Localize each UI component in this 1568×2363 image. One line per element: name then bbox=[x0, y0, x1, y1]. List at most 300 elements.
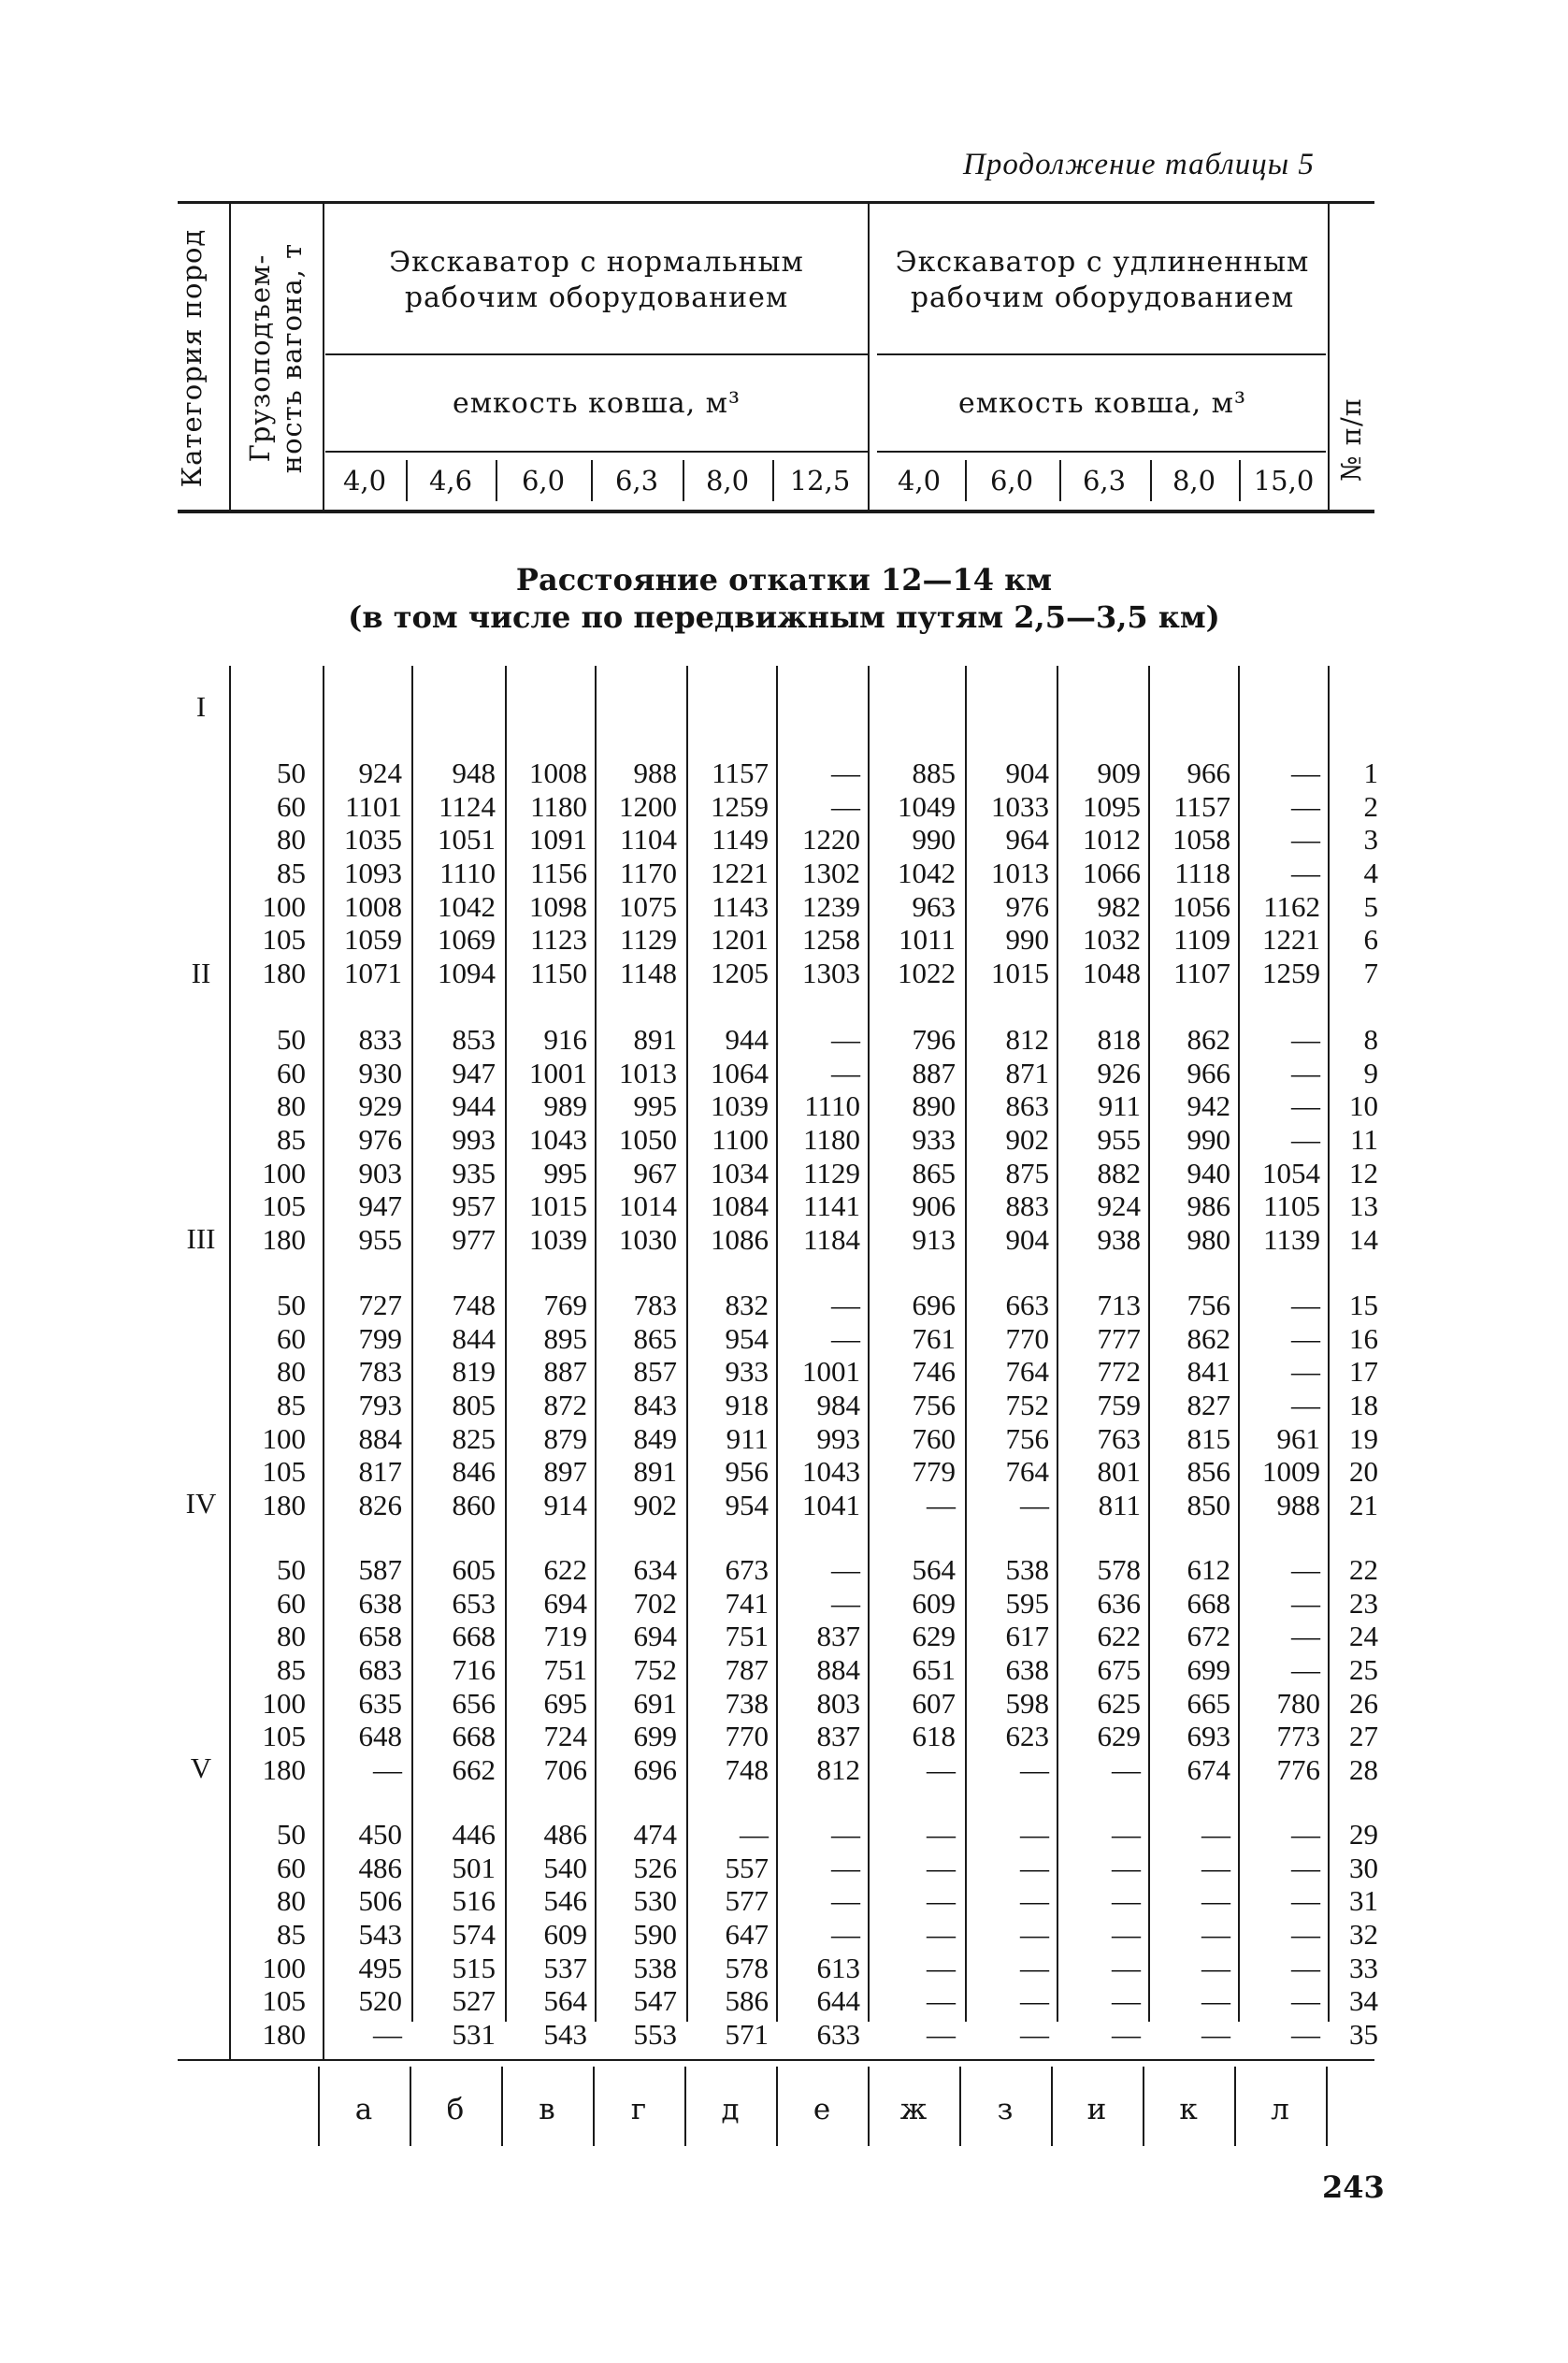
cell: 819 bbox=[452, 1355, 496, 1389]
cell: 1303 bbox=[802, 956, 860, 989]
cell: 665 bbox=[1187, 1686, 1230, 1720]
cell: 1008 bbox=[529, 756, 587, 790]
cell: 85 bbox=[277, 1388, 306, 1421]
cell: 486 bbox=[358, 1851, 402, 1884]
cell: 982 bbox=[1097, 889, 1141, 923]
bucket-size: 4,0 bbox=[897, 465, 942, 497]
footer-divider bbox=[1051, 2067, 1053, 2146]
cell: — bbox=[1291, 823, 1320, 857]
cell: 976 bbox=[358, 1122, 402, 1156]
cell: 989 bbox=[543, 1089, 587, 1123]
cell: 625 bbox=[1097, 1686, 1141, 1720]
cell: 658 bbox=[358, 1620, 402, 1653]
cell: 986 bbox=[1187, 1189, 1230, 1223]
cell: 180 bbox=[262, 956, 306, 989]
cell: 801 bbox=[1097, 1455, 1141, 1489]
cell: — bbox=[927, 1984, 956, 2018]
cell: 956 bbox=[725, 1455, 769, 1489]
cell: 629 bbox=[912, 1620, 956, 1653]
cell: 856 bbox=[1187, 1455, 1230, 1489]
cell: — bbox=[1112, 1851, 1141, 1884]
cell: 1258 bbox=[802, 923, 860, 957]
cell: 964 bbox=[1005, 823, 1049, 857]
body-divider bbox=[686, 666, 688, 2022]
cell: 746 bbox=[912, 1355, 956, 1389]
cell: — bbox=[831, 1818, 860, 1851]
cell: 1013 bbox=[619, 1056, 677, 1089]
cell: 547 bbox=[633, 1984, 677, 2018]
cell: 1100 bbox=[712, 1122, 769, 1156]
data-column-a bbox=[327, 1751, 402, 2118]
cell: 80 bbox=[277, 823, 306, 857]
cell: 25 bbox=[1349, 1652, 1378, 1686]
cell: 1110 bbox=[804, 1089, 860, 1123]
cell: 590 bbox=[633, 1917, 677, 1951]
cell: 668 bbox=[1187, 1586, 1230, 1620]
cell: 853 bbox=[452, 1023, 496, 1057]
cell: 850 bbox=[1187, 1488, 1230, 1521]
cell: 1039 bbox=[711, 1089, 769, 1123]
cell: 832 bbox=[725, 1289, 769, 1322]
group-extended-line-2: рабочим оборудованием bbox=[910, 281, 1295, 314]
cell: 586 bbox=[725, 1984, 769, 2018]
cell: 501 bbox=[452, 1851, 496, 1884]
cell: — bbox=[1291, 1553, 1320, 1587]
cell: 967 bbox=[633, 1156, 677, 1189]
column-letter: и bbox=[1086, 2093, 1107, 2126]
cell: 1105 bbox=[1263, 1189, 1320, 1223]
cell: — bbox=[831, 789, 860, 823]
cell: 32 bbox=[1349, 1917, 1378, 1951]
cell: 675 bbox=[1097, 1652, 1141, 1686]
cell: 638 bbox=[1005, 1652, 1049, 1686]
cell: 1042 bbox=[898, 856, 956, 889]
cell: 926 bbox=[1097, 1056, 1141, 1089]
cell: 841 bbox=[1187, 1355, 1230, 1389]
cell: 683 bbox=[358, 1652, 402, 1686]
column-letter: е bbox=[813, 2093, 831, 2126]
cell: 1008 bbox=[344, 889, 402, 923]
cell: — bbox=[831, 1851, 860, 1884]
cell: — bbox=[831, 1553, 860, 1587]
header-bottom-rule bbox=[178, 510, 1374, 513]
cell: 668 bbox=[452, 1720, 496, 1753]
cell: — bbox=[1291, 2017, 1320, 2051]
cell: 955 bbox=[1097, 1122, 1141, 1156]
cell: 827 bbox=[1187, 1388, 1230, 1421]
cell: 783 bbox=[358, 1355, 402, 1389]
bucket-divider bbox=[406, 460, 408, 501]
cell: 543 bbox=[543, 2017, 587, 2051]
cell: 50 bbox=[277, 1553, 306, 1587]
cell: 26 bbox=[1349, 1686, 1378, 1720]
cell: 727 bbox=[358, 1289, 402, 1322]
cell: 543 bbox=[358, 1917, 402, 1951]
cell: — bbox=[1020, 1951, 1049, 1984]
cell: — bbox=[1291, 756, 1320, 790]
page-number: 243 bbox=[1322, 2169, 1385, 2205]
cell: 770 bbox=[1005, 1321, 1049, 1355]
cell: 34 bbox=[1349, 1984, 1378, 2018]
cell: 623 bbox=[1005, 1720, 1049, 1753]
data-column-k bbox=[1152, 1751, 1230, 2118]
cell: 618 bbox=[912, 1720, 956, 1753]
cell: — bbox=[927, 1818, 956, 1851]
cell: 903 bbox=[358, 1156, 402, 1189]
cell: 812 bbox=[816, 1752, 860, 1786]
cell: 180 bbox=[262, 1488, 306, 1521]
cell: 21 bbox=[1349, 1488, 1378, 1521]
footer-divider bbox=[501, 2067, 503, 2146]
section-title-line-1: Расстояние откатки 12—14 км bbox=[515, 562, 1053, 598]
cell: 446 bbox=[452, 1818, 496, 1851]
cell: 957 bbox=[452, 1189, 496, 1223]
cell: — bbox=[831, 1289, 860, 1322]
cell: 13 bbox=[1349, 1189, 1378, 1223]
cell: 699 bbox=[633, 1720, 677, 1753]
cell: 546 bbox=[543, 1884, 587, 1918]
bucket-normal-rule bbox=[325, 451, 868, 453]
cell: 940 bbox=[1187, 1156, 1230, 1189]
cell: 105 bbox=[262, 1984, 306, 2018]
cell: 1056 bbox=[1172, 889, 1230, 923]
cell: 12 bbox=[1349, 1156, 1378, 1189]
cell: 719 bbox=[543, 1620, 587, 1653]
body-divider bbox=[965, 666, 967, 2022]
column-letter: в bbox=[539, 2093, 555, 2126]
cell: 699 bbox=[1187, 1652, 1230, 1686]
column-header-number: № п/п bbox=[1335, 396, 1367, 483]
cell: 622 bbox=[543, 1553, 587, 1587]
cell: — bbox=[1020, 1818, 1049, 1851]
cell: 538 bbox=[633, 1951, 677, 1984]
cell: 1051 bbox=[438, 823, 496, 857]
cell: 1041 bbox=[802, 1488, 860, 1521]
cell: — bbox=[831, 1023, 860, 1057]
cell: — bbox=[1112, 2017, 1141, 2051]
cell: — bbox=[1291, 1951, 1320, 1984]
cell: 924 bbox=[1097, 1189, 1141, 1223]
cell: 1043 bbox=[529, 1122, 587, 1156]
cell: 1084 bbox=[711, 1189, 769, 1223]
cell: 100 bbox=[262, 1421, 306, 1455]
cell: 609 bbox=[543, 1917, 587, 1951]
cell: 793 bbox=[358, 1388, 402, 1421]
cell: 60 bbox=[277, 1056, 306, 1089]
cell: — bbox=[1201, 1818, 1230, 1851]
cell: 85 bbox=[277, 1122, 306, 1156]
column-letter: б bbox=[446, 2093, 465, 2126]
cell: 578 bbox=[1097, 1553, 1141, 1587]
cell: 1107 bbox=[1173, 956, 1230, 989]
cell: 663 bbox=[1005, 1289, 1049, 1322]
cell: 506 bbox=[358, 1884, 402, 1918]
cell: 1075 bbox=[619, 889, 677, 923]
group-normal-equipment bbox=[325, 245, 868, 316]
cell: — bbox=[1291, 1355, 1320, 1389]
cell: 1220 bbox=[802, 823, 860, 857]
cell: 474 bbox=[633, 1818, 677, 1851]
cell: 887 bbox=[912, 1056, 956, 1089]
cell: 914 bbox=[543, 1488, 587, 1521]
cell: 862 bbox=[1187, 1321, 1230, 1355]
cell: 595 bbox=[1005, 1586, 1049, 1620]
column-letter: з bbox=[997, 2093, 1014, 2126]
body-divider bbox=[868, 666, 870, 2022]
footer-divider bbox=[684, 2067, 686, 2146]
cell: 1086 bbox=[711, 1222, 769, 1256]
cell: 537 bbox=[543, 1951, 587, 1984]
cell: 617 bbox=[1005, 1620, 1049, 1653]
cell: — bbox=[1112, 1917, 1141, 1951]
cell: 2 bbox=[1363, 789, 1378, 823]
cell: 883 bbox=[1005, 1189, 1049, 1223]
cell: 1124 bbox=[439, 789, 496, 823]
cell: 23 bbox=[1349, 1586, 1378, 1620]
cell: — bbox=[740, 1818, 769, 1851]
cell: 7 bbox=[1363, 956, 1378, 989]
column-header-category: Категория пород bbox=[176, 228, 208, 488]
cell: — bbox=[831, 756, 860, 790]
footer-divider bbox=[1326, 2067, 1328, 2146]
data-column-g bbox=[598, 1751, 677, 2118]
cell: 773 bbox=[1276, 1720, 1320, 1753]
footer-divider bbox=[410, 2067, 411, 2146]
cell: 706 bbox=[543, 1752, 587, 1786]
group-extended-line-1: Экскаватор с удлиненным bbox=[895, 246, 1310, 279]
cell: 29 bbox=[1349, 1818, 1378, 1851]
cell: 954 bbox=[725, 1321, 769, 1355]
cell: 1095 bbox=[1083, 789, 1141, 823]
cell: 19 bbox=[1349, 1421, 1378, 1455]
cell: 3 bbox=[1363, 823, 1378, 857]
data-column-i bbox=[1060, 1751, 1141, 2118]
category-label: III bbox=[186, 1222, 216, 1255]
continued-caption: Продолжение таблицы 5 bbox=[963, 148, 1315, 181]
cell: 942 bbox=[1187, 1089, 1230, 1123]
cell: 622 bbox=[1097, 1620, 1141, 1653]
cell: 1143 bbox=[712, 889, 769, 923]
cell: 918 bbox=[725, 1388, 769, 1421]
cell: 20 bbox=[1349, 1455, 1378, 1489]
cell: — bbox=[1020, 1984, 1049, 2018]
cell: — bbox=[1201, 1984, 1230, 2018]
cell: 911 bbox=[1098, 1089, 1141, 1123]
body-divider bbox=[776, 666, 778, 2022]
cell: 1101 bbox=[345, 789, 402, 823]
bucket-size: 6,3 bbox=[1082, 465, 1127, 497]
data-column-e bbox=[780, 1751, 860, 2118]
cell: 33 bbox=[1349, 1951, 1378, 1984]
cell: 796 bbox=[912, 1023, 956, 1057]
cell: 756 bbox=[1187, 1289, 1230, 1322]
cell: 913 bbox=[912, 1222, 956, 1256]
cell: 944 bbox=[452, 1089, 496, 1123]
cell: 1015 bbox=[529, 1189, 587, 1223]
cell: 1032 bbox=[1083, 923, 1141, 957]
cell: 815 bbox=[1187, 1421, 1230, 1455]
cell: 783 bbox=[633, 1289, 677, 1322]
cell: 954 bbox=[725, 1488, 769, 1521]
cell: 80 bbox=[277, 1884, 306, 1918]
cell: 24 bbox=[1349, 1620, 1378, 1653]
cell: 779 bbox=[912, 1455, 956, 1489]
capacity-header-line-1: Грузоподъем- bbox=[244, 253, 276, 463]
cell: 578 bbox=[725, 1951, 769, 1984]
column-letter: л bbox=[1271, 2093, 1289, 2126]
cell: 674 bbox=[1187, 1752, 1230, 1786]
header-divider bbox=[323, 204, 324, 511]
cell: 990 bbox=[1187, 1122, 1230, 1156]
cell: 862 bbox=[1187, 1023, 1230, 1057]
cell: 18 bbox=[1349, 1388, 1378, 1421]
cell: 100 bbox=[262, 889, 306, 923]
cell: 884 bbox=[358, 1421, 402, 1455]
cell: 6 bbox=[1363, 923, 1378, 957]
cell: 1054 bbox=[1262, 1156, 1320, 1189]
cell: 656 bbox=[452, 1686, 496, 1720]
cell: 837 bbox=[816, 1620, 860, 1653]
cell: 1034 bbox=[711, 1156, 769, 1189]
cell: 180 bbox=[262, 1752, 306, 1786]
cell: 1094 bbox=[438, 956, 496, 989]
cell: 988 bbox=[633, 756, 677, 790]
cell: 1064 bbox=[711, 1056, 769, 1089]
cell: — bbox=[1201, 1884, 1230, 1918]
cell: 860 bbox=[452, 1488, 496, 1521]
body-divider bbox=[1148, 666, 1150, 2022]
category-label: V bbox=[190, 1751, 212, 1784]
cell: 944 bbox=[725, 1023, 769, 1057]
cell: 662 bbox=[452, 1752, 496, 1786]
cell: — bbox=[927, 1917, 956, 1951]
cell: 902 bbox=[633, 1488, 677, 1521]
cell: 450 bbox=[358, 1818, 402, 1851]
bucket-capacity-normal: емкость ковша, м³ bbox=[452, 387, 741, 420]
bucket-divider bbox=[683, 460, 684, 501]
bucket-size: 12,5 bbox=[789, 465, 851, 497]
cell: 812 bbox=[1005, 1023, 1049, 1057]
footer-divider bbox=[318, 2067, 320, 2146]
cell: — bbox=[831, 1586, 860, 1620]
cell: 1221 bbox=[1262, 923, 1320, 957]
cell: 60 bbox=[277, 1586, 306, 1620]
bucket-size: 8,0 bbox=[705, 465, 750, 497]
cell: 1201 bbox=[711, 923, 769, 957]
cell: 1148 bbox=[620, 956, 677, 989]
footer-rule bbox=[178, 2059, 1374, 2061]
cell: 1184 bbox=[803, 1222, 860, 1256]
bucket-extended-rule bbox=[877, 451, 1326, 453]
cell: — bbox=[1201, 1851, 1230, 1884]
cell: 760 bbox=[912, 1421, 956, 1455]
cell: 644 bbox=[816, 1984, 860, 2018]
cell: 885 bbox=[912, 756, 956, 790]
cell: 948 bbox=[452, 756, 496, 790]
cell: 50 bbox=[277, 756, 306, 790]
footer-divider bbox=[1234, 2067, 1236, 2146]
column-letter: д bbox=[721, 2093, 740, 2126]
cell: 15 bbox=[1349, 1289, 1378, 1322]
bucket-capacity-extended: емкость ковша, м³ bbox=[957, 387, 1247, 420]
cell: 770 bbox=[725, 1720, 769, 1753]
cell: 1129 bbox=[803, 1156, 860, 1189]
cell: 1009 bbox=[1262, 1455, 1320, 1489]
cell: 515 bbox=[452, 1951, 496, 1984]
header-divider bbox=[229, 204, 231, 511]
cell: 751 bbox=[543, 1652, 587, 1686]
cell: — bbox=[927, 1851, 956, 1884]
cell: 916 bbox=[543, 1023, 587, 1057]
cell: 636 bbox=[1097, 1586, 1141, 1620]
data-column-l bbox=[1242, 1751, 1320, 2118]
cell: 805 bbox=[452, 1388, 496, 1421]
cell: 875 bbox=[1005, 1156, 1049, 1189]
cell: 938 bbox=[1097, 1222, 1141, 1256]
bucket-divider bbox=[965, 460, 967, 501]
group-extended-rule bbox=[877, 353, 1326, 355]
cell: 1221 bbox=[711, 856, 769, 889]
cell: — bbox=[1291, 1089, 1320, 1123]
cell: 1042 bbox=[438, 889, 496, 923]
cell: 35 bbox=[1349, 2017, 1378, 2051]
cell: 695 bbox=[543, 1686, 587, 1720]
cell: 691 bbox=[633, 1686, 677, 1720]
cell: 777 bbox=[1097, 1321, 1141, 1355]
cell: 984 bbox=[816, 1388, 860, 1421]
cell: 1157 bbox=[1173, 789, 1230, 823]
category-label: IV bbox=[185, 1487, 217, 1520]
cell: 22 bbox=[1349, 1553, 1378, 1587]
row-number-column bbox=[1330, 1751, 1378, 2118]
cell: 930 bbox=[358, 1056, 402, 1089]
footer-divider bbox=[868, 2067, 870, 2146]
cell: 904 bbox=[1005, 756, 1049, 790]
cell: — bbox=[927, 1884, 956, 1918]
cell: 891 bbox=[633, 1455, 677, 1489]
cell: 826 bbox=[358, 1488, 402, 1521]
cell: 629 bbox=[1097, 1720, 1141, 1753]
bucket-divider bbox=[772, 460, 774, 501]
cell: — bbox=[1020, 2017, 1049, 2051]
cell: 857 bbox=[633, 1355, 677, 1389]
cell: 50 bbox=[277, 1289, 306, 1322]
cell: 1033 bbox=[991, 789, 1049, 823]
cell: 9 bbox=[1363, 1056, 1378, 1089]
cell: 811 bbox=[1098, 1488, 1141, 1521]
cell: 647 bbox=[725, 1917, 769, 1951]
cell: 540 bbox=[543, 1851, 587, 1884]
bucket-divider bbox=[1150, 460, 1152, 501]
bucket-size: 15,0 bbox=[1253, 465, 1315, 497]
cell: — bbox=[831, 1917, 860, 1951]
cell: 1093 bbox=[344, 856, 402, 889]
cell: 696 bbox=[912, 1289, 956, 1322]
cell: 635 bbox=[358, 1686, 402, 1720]
bucket-size: 6,3 bbox=[614, 465, 659, 497]
body-divider bbox=[323, 666, 324, 2059]
data-column-zh bbox=[873, 1751, 956, 2118]
cell: 977 bbox=[452, 1222, 496, 1256]
cell: 694 bbox=[633, 1620, 677, 1653]
cell: 1071 bbox=[344, 956, 402, 989]
cell: 897 bbox=[543, 1455, 587, 1489]
cell: 30 bbox=[1349, 1851, 1378, 1884]
cell: 865 bbox=[912, 1156, 956, 1189]
cell: — bbox=[1291, 1388, 1320, 1421]
cell: 763 bbox=[1097, 1421, 1141, 1455]
bucket-size: 4,0 bbox=[342, 465, 387, 497]
